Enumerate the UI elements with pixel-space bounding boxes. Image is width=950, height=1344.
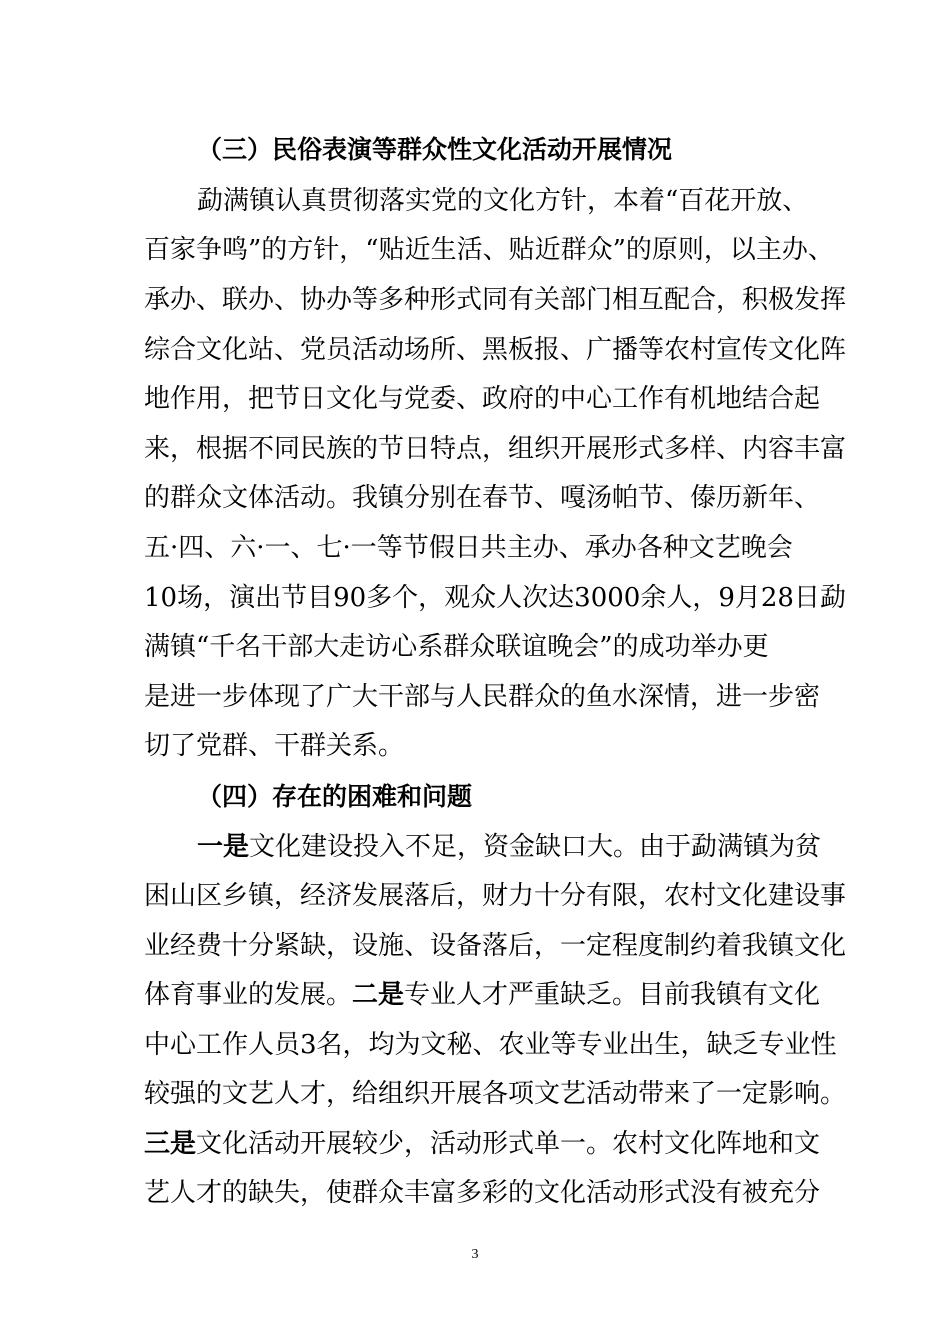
paragraph-line: 的群众文体活动。我镇分别在春节、嘎汤帕节、傣历新年、 bbox=[144, 483, 821, 513]
paragraph-line: 业经费十分紧缺，设施、设备落后，一定程度制约着我镇文化 bbox=[144, 931, 847, 961]
paragraph-line: 五·四、六·一、七·一等节假日共主办、承办各种文艺晚会 bbox=[144, 533, 793, 563]
paragraph-line: 困山区乡镇，经济发展落后，财力十分有限，农村文化建设事 bbox=[144, 881, 847, 911]
point-one-end: 体育事业的发展。 bbox=[144, 980, 353, 1010]
paragraph-line: 百家争鸣”的方针，“贴近生活、贴近群众”的原则，以主办、 bbox=[144, 235, 834, 265]
section-4-heading: （四）存在的困难和问题 bbox=[197, 782, 473, 811]
paragraph-line: 勐满镇认真贯彻落实党的文化方针，本着“百花开放、 bbox=[197, 186, 809, 216]
paragraph-line: 较强的文艺人才，给组织开展各项文艺活动带来了一定影响。 bbox=[144, 1079, 847, 1109]
point-three-text: 文化活动开展较少，活动形式单一。农村文化阵地和文 bbox=[196, 1129, 821, 1159]
paragraph-line bbox=[197, 829, 821, 865]
section-3-heading: （三）民俗表演等群众性文化活动开展情况 bbox=[197, 135, 673, 164]
point-one-lead: 一是 bbox=[197, 832, 250, 862]
point-three-lead: 三是 bbox=[144, 1129, 197, 1159]
point-two-text: 专业人才严重缺乏。目前我镇有文化 bbox=[404, 980, 821, 1010]
paragraph-line: 中心工作人员3名，均为文秘、农业等专业出生，缺乏专业性 bbox=[144, 1030, 837, 1060]
paragraph-line: 10场，演出节目90多个，观众人次达3000余人，9月28日勐 bbox=[144, 583, 846, 613]
paragraph-line bbox=[144, 977, 820, 1013]
page-number: 3 bbox=[471, 1247, 479, 1262]
paragraph-line: 综合文化站、党员活动场所、黑板报、广播等农村宣传文化阵 bbox=[144, 335, 847, 365]
paragraph-line: 来，根据不同民族的节日特点，组织开展形式多样、内容丰富 bbox=[144, 434, 847, 464]
paragraph-line: 是进一步体现了广大干部与人民群众的鱼水深情，进一步密 bbox=[144, 682, 821, 712]
paragraph-line: 艺人才的缺失，使群众丰富多彩的文化活动形式没有被充分 bbox=[144, 1178, 821, 1208]
paragraph-line: 切了党群、干群关系。 bbox=[144, 731, 405, 761]
point-two-lead: 二是 bbox=[352, 980, 405, 1010]
paragraph-line bbox=[144, 1126, 820, 1162]
paragraph-line: 满镇“千名干部大走访心系群众联谊晚会”的成功举办更 bbox=[144, 632, 769, 662]
point-one-text: 文化建设投入不足，资金缺口大。由于勐满镇为贫 bbox=[249, 832, 822, 862]
paragraph-line: 承办、联办、协办等多种形式同有关部门相互配合，积极发挥 bbox=[144, 285, 847, 315]
paragraph-line: 地作用，把节日文化与党委、政府的中心工作有机地结合起 bbox=[144, 384, 821, 414]
